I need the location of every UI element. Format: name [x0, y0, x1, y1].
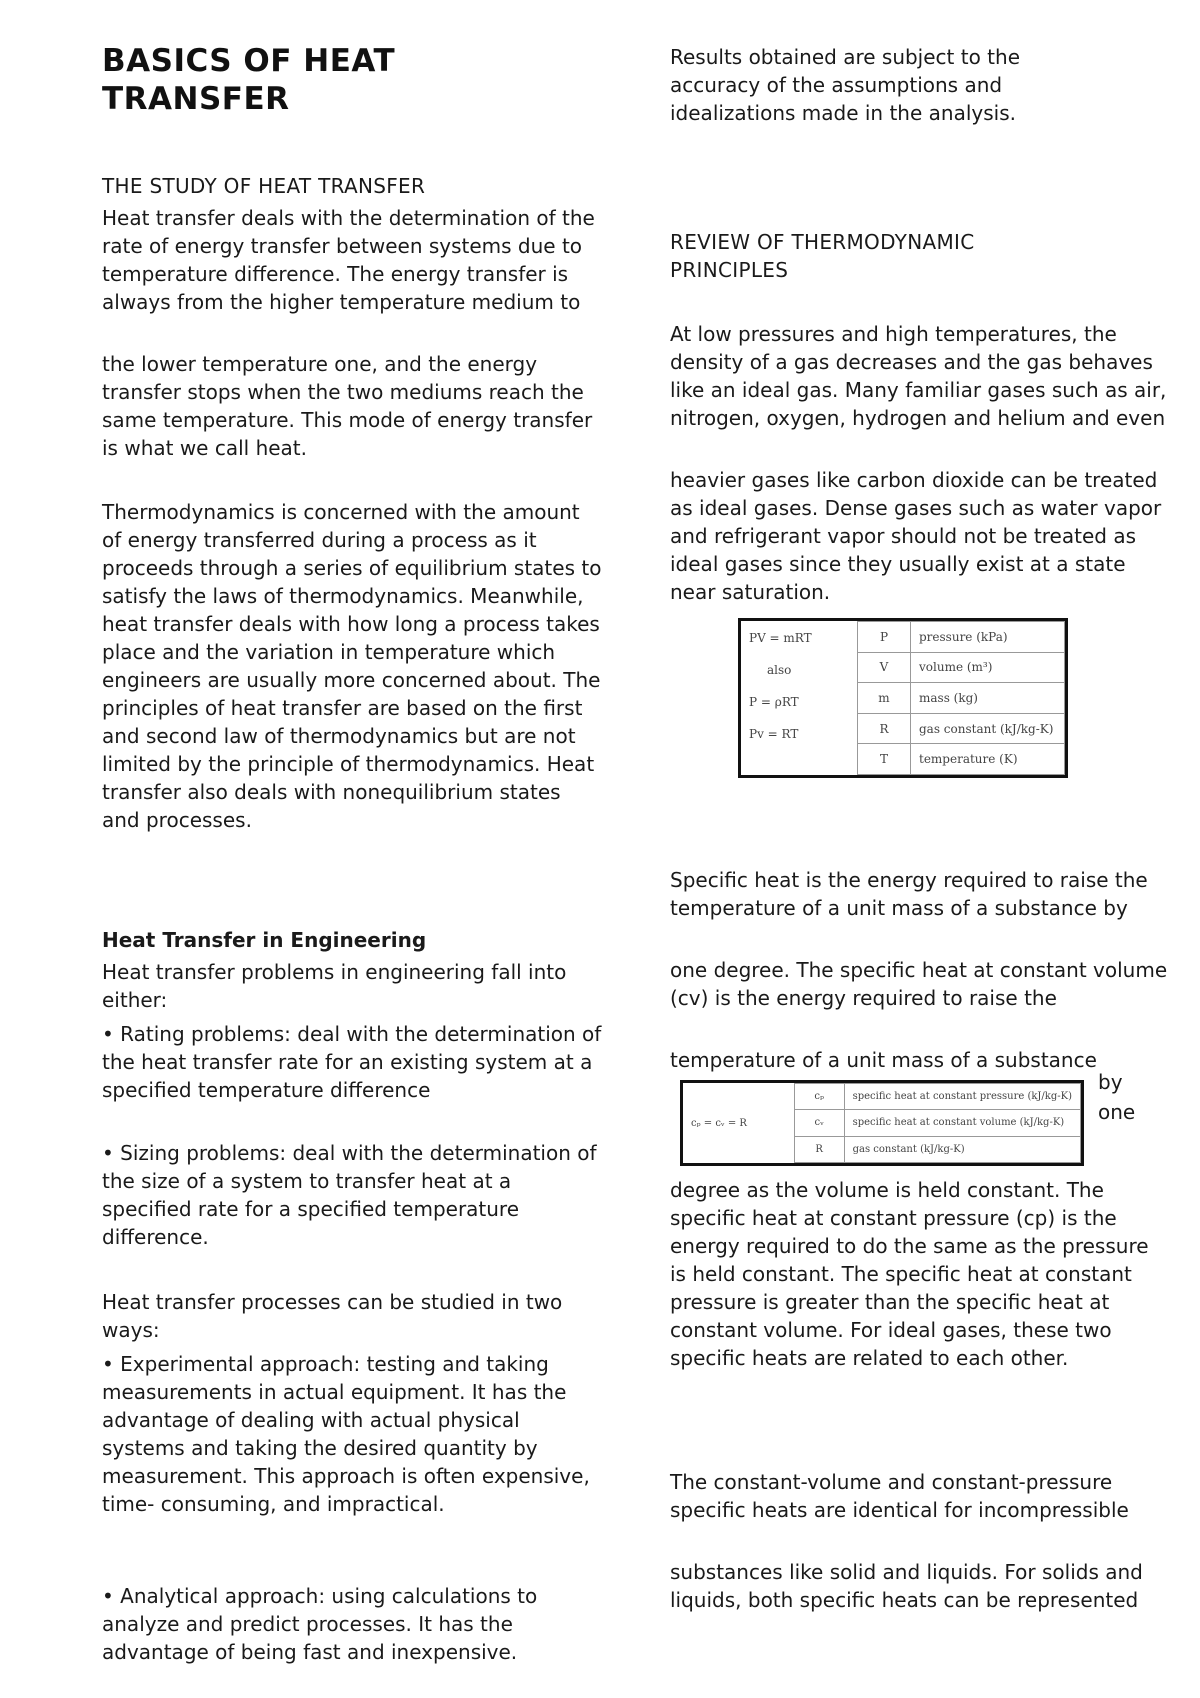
- table-description: pressure (kPa): [911, 622, 1065, 653]
- table-symbol: R: [794, 1136, 844, 1162]
- sizing-problems-bullet: • Sizing problems: deal with the determination of the size of a system to transfer heat at a specified rate for a specified temperature difference.: [102, 1141, 597, 1249]
- ways-intro: Heat transfer processes can be studied in two ways:: [102, 1290, 563, 1342]
- specific-heat-paragraph-1c: temperature of a unit mass of a substance: [670, 1048, 1097, 1072]
- experimental-approach-bullet: • Experimental approach: testing and taking measurements in actual equipment. It has the advantage of dealing with actual physical systems and taking the desired quantity by measurement. This approach is often expensive, time- consuming, and impractical.: [102, 1352, 590, 1516]
- ideal-gas-table: [738, 618, 1068, 778]
- table-description: gas constant (kJ/kg-K): [844, 1136, 1080, 1162]
- table-description: volume (m³): [911, 652, 1065, 683]
- specific-heat-paragraph-1b: one degree. The specific heat at constant volume (cv) is the energy required to raise the: [670, 958, 1168, 1010]
- table-symbol: R: [858, 713, 911, 744]
- engineering-intro: Heat transfer problems in engineering fall into either:: [102, 960, 567, 1012]
- table-description: mass (kg): [911, 683, 1065, 714]
- study-paragraph-1a: Heat transfer deals with the determination of the rate of energy transfer between systems due to temperature difference. The energy transfer is always from the higher temperature medium to: [102, 206, 595, 314]
- ideal-gas-formulas: [741, 622, 858, 775]
- engineering-heading: Heat Transfer in Engineering: [102, 928, 427, 952]
- table-symbol: cₚ: [794, 1084, 844, 1110]
- constant-heats-paragraph-1b: substances like solid and liquids. For solids and liquids, both specific heats can be represented: [670, 1560, 1143, 1612]
- specific-heat-side-one: one: [1098, 1100, 1136, 1124]
- rating-problems-bullet: • Rating problems: deal with the determination of the heat transfer rate for an existing system at a specified temperature difference: [102, 1022, 602, 1102]
- formula-pv-mrt: PV = mRT: [749, 630, 812, 645]
- specific-heat-paragraph-1a: Specific heat is the energy required to raise the temperature of a unit mass of a substance by: [670, 868, 1148, 920]
- results-paragraph: Results obtained are subject to the accuracy of the assumptions and idealizations made in the analysis.: [670, 45, 1020, 125]
- table-description: gas constant (kJ/kg-K): [911, 713, 1065, 744]
- review-paragraph-1b: heavier gases like carbon dioxide can be treated as ideal gases. Dense gases such as water vapor and refrigerant vapor should not be treated as ideal gases since they usually exist at a state near saturation.: [670, 468, 1162, 604]
- formula-also: also: [767, 662, 792, 677]
- table-symbol: cᵥ: [794, 1110, 844, 1136]
- constant-heats-paragraph-1a: The constant-volume and constant-pressure specific heats are identical for incompressible: [670, 1470, 1129, 1522]
- table-symbol: V: [858, 652, 911, 683]
- table-symbol: T: [858, 744, 911, 775]
- specific-heat-table: [680, 1080, 1084, 1166]
- review-paragraph-1a: At low pressures and high temperatures, the density of a gas decreases and the gas behaves like an ideal gas. Many familiar gases such as air, nitrogen, oxygen, hydrogen and helium and even: [670, 322, 1167, 430]
- study-paragraph-2: Thermodynamics is concerned with the amount of energy transferred during a process as it proceeds through a series of equilibrium states to satisfy the laws of thermodynamics. Meanwhile, heat transfer deals with how long a process takes place and the variation in temperature which engineers are usually more concerned about. The principles of heat transfer are based on the first and second law of thermodynamics but are not limited by the principle of thermodynamics. Heat transfer also deals with nonequilibrium states and processes.: [102, 500, 602, 832]
- table-description: temperature (K): [911, 744, 1065, 775]
- table-symbol: m: [858, 683, 911, 714]
- document-title: BASICS OF HEAT TRANSFER: [102, 43, 396, 117]
- study-heading: THE STUDY OF HEAT TRANSFER: [102, 174, 426, 198]
- analytical-approach-bullet: • Analytical approach: using calculations to analyze and predict processes. It has the advantage of being fast and inexpensive.: [102, 1584, 538, 1664]
- table-row: [683, 1084, 1081, 1110]
- study-paragraph-1b: the lower temperature one, and the energy transfer stops when the two mediums reach the same temperature. This mode of energy transfer is what we call heat.: [102, 352, 593, 460]
- formula-pv-rt: Pv = RT: [749, 726, 799, 741]
- formula-p-rhort: P = ρRT: [749, 694, 799, 709]
- table-description: specific heat at constant pressure (kJ/kg-K): [844, 1084, 1080, 1110]
- specific-heat-side-by: by: [1098, 1070, 1123, 1094]
- table-symbol: P: [858, 622, 911, 653]
- table-description: specific heat at constant volume (kJ/kg-K): [844, 1110, 1080, 1136]
- specific-heat-formula: cₚ = cᵥ = R: [683, 1084, 794, 1163]
- review-heading: REVIEW OF THERMODYNAMIC PRINCIPLES: [670, 230, 975, 282]
- specific-heat-paragraph-2: degree as the volume is held constant. The specific heat at constant pressure (cp) is the energy required to do the same as the pressure is held constant. The specific heat at constant pressure is greater than the specific heat at constant volume. For ideal gases, these two specific heats are related to each other.: [670, 1178, 1149, 1370]
- table-row: [741, 622, 1065, 653]
